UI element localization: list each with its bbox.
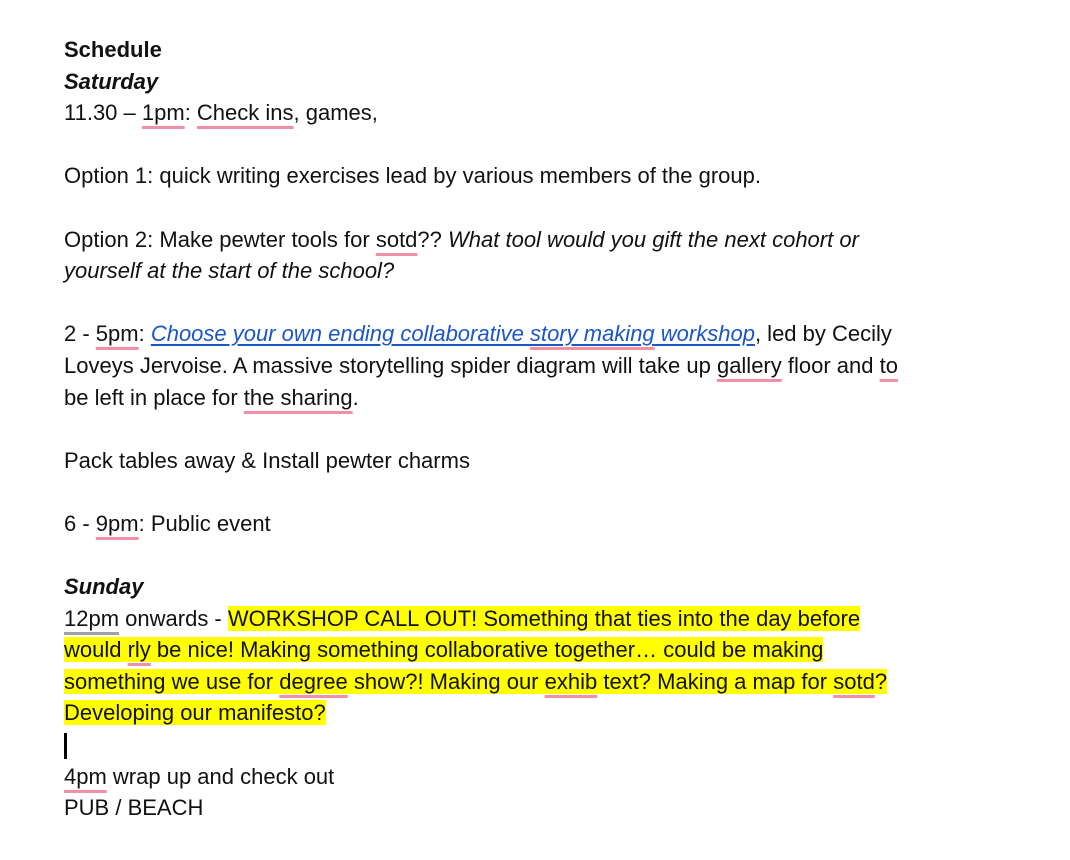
spell-flag-sotd: sotd <box>375 226 418 252</box>
option2-line: Option 2: Make pewter tools for sotd?? What tool would you gift the next cohort or <box>64 226 859 252</box>
workshop-line-1: 2 - 5pm: Choose your own ending collaborative story making workshop, led by Cecily <box>64 321 892 347</box>
workshop-line-2: Loveys Jervoise. A massive storytelling spider diagram will take up gallery floor and to <box>64 352 898 378</box>
schedule-heading: Schedule <box>64 37 162 62</box>
spell-flag-5pm: 5pm <box>95 321 139 347</box>
sunday-line-3: something we use for degree show?! Making our exhib text? Making a map for sotd? <box>64 668 888 694</box>
spell-flag-the-sharing: the sharing <box>243 384 353 410</box>
sunday-line-4: Developing our manifesto? <box>64 700 326 726</box>
document-body[interactable] <box>64 34 1014 824</box>
text-cursor <box>64 733 67 759</box>
saturday-heading: Saturday <box>64 68 159 94</box>
workshop-link[interactable]: Choose your own ending collaborative story making workshop <box>150 321 755 347</box>
spell-flag-1pm: 1pm <box>141 100 185 126</box>
spell-flag-checkins: Check ins <box>196 100 294 126</box>
spell-flag-exhib: exhib <box>544 668 598 694</box>
sunday-heading: Sunday <box>64 574 144 600</box>
option1-line: Option 1: quick writing exercises lead by various members of the group. <box>64 163 761 189</box>
workshop-line-3: be left in place for the sharing. <box>64 384 359 410</box>
sunday-line-2: would rly be nice! Making something collaborative together… could be making <box>64 637 824 663</box>
spell-flag-gallery: gallery <box>716 352 782 378</box>
text-cursor-line[interactable] <box>64 729 1014 761</box>
public-event-line: 6 - 9pm: Public event <box>64 510 271 536</box>
highlighted-text: WORKSHOP CALL OUT! Something that ties into the day before <box>227 605 861 631</box>
sunday-line-1: 12pm onwards - WORKSHOP CALL OUT! Something that ties into the day before <box>64 605 861 631</box>
pub-beach-line: PUB / BEACH <box>64 795 204 821</box>
checkin-line: 11.30 – 1pm: Check ins, games, <box>64 100 378 126</box>
option2-line-2: yourself at the start of the school? <box>64 258 395 284</box>
wrap-up-line: 4pm wrap up and check out <box>64 763 335 789</box>
spell-flag-sotd-2: sotd <box>833 668 875 694</box>
spell-flag-degree: degree <box>279 668 348 694</box>
spell-flag-to: to <box>879 352 898 378</box>
spell-flag-4pm: 4pm <box>64 763 107 789</box>
grammar-flag-12pm: 12pm <box>64 605 120 631</box>
spell-flag-rly: rly <box>127 637 151 663</box>
spell-flag-9pm: 9pm <box>95 510 139 536</box>
pack-line: Pack tables away & Install pewter charms <box>64 447 470 473</box>
